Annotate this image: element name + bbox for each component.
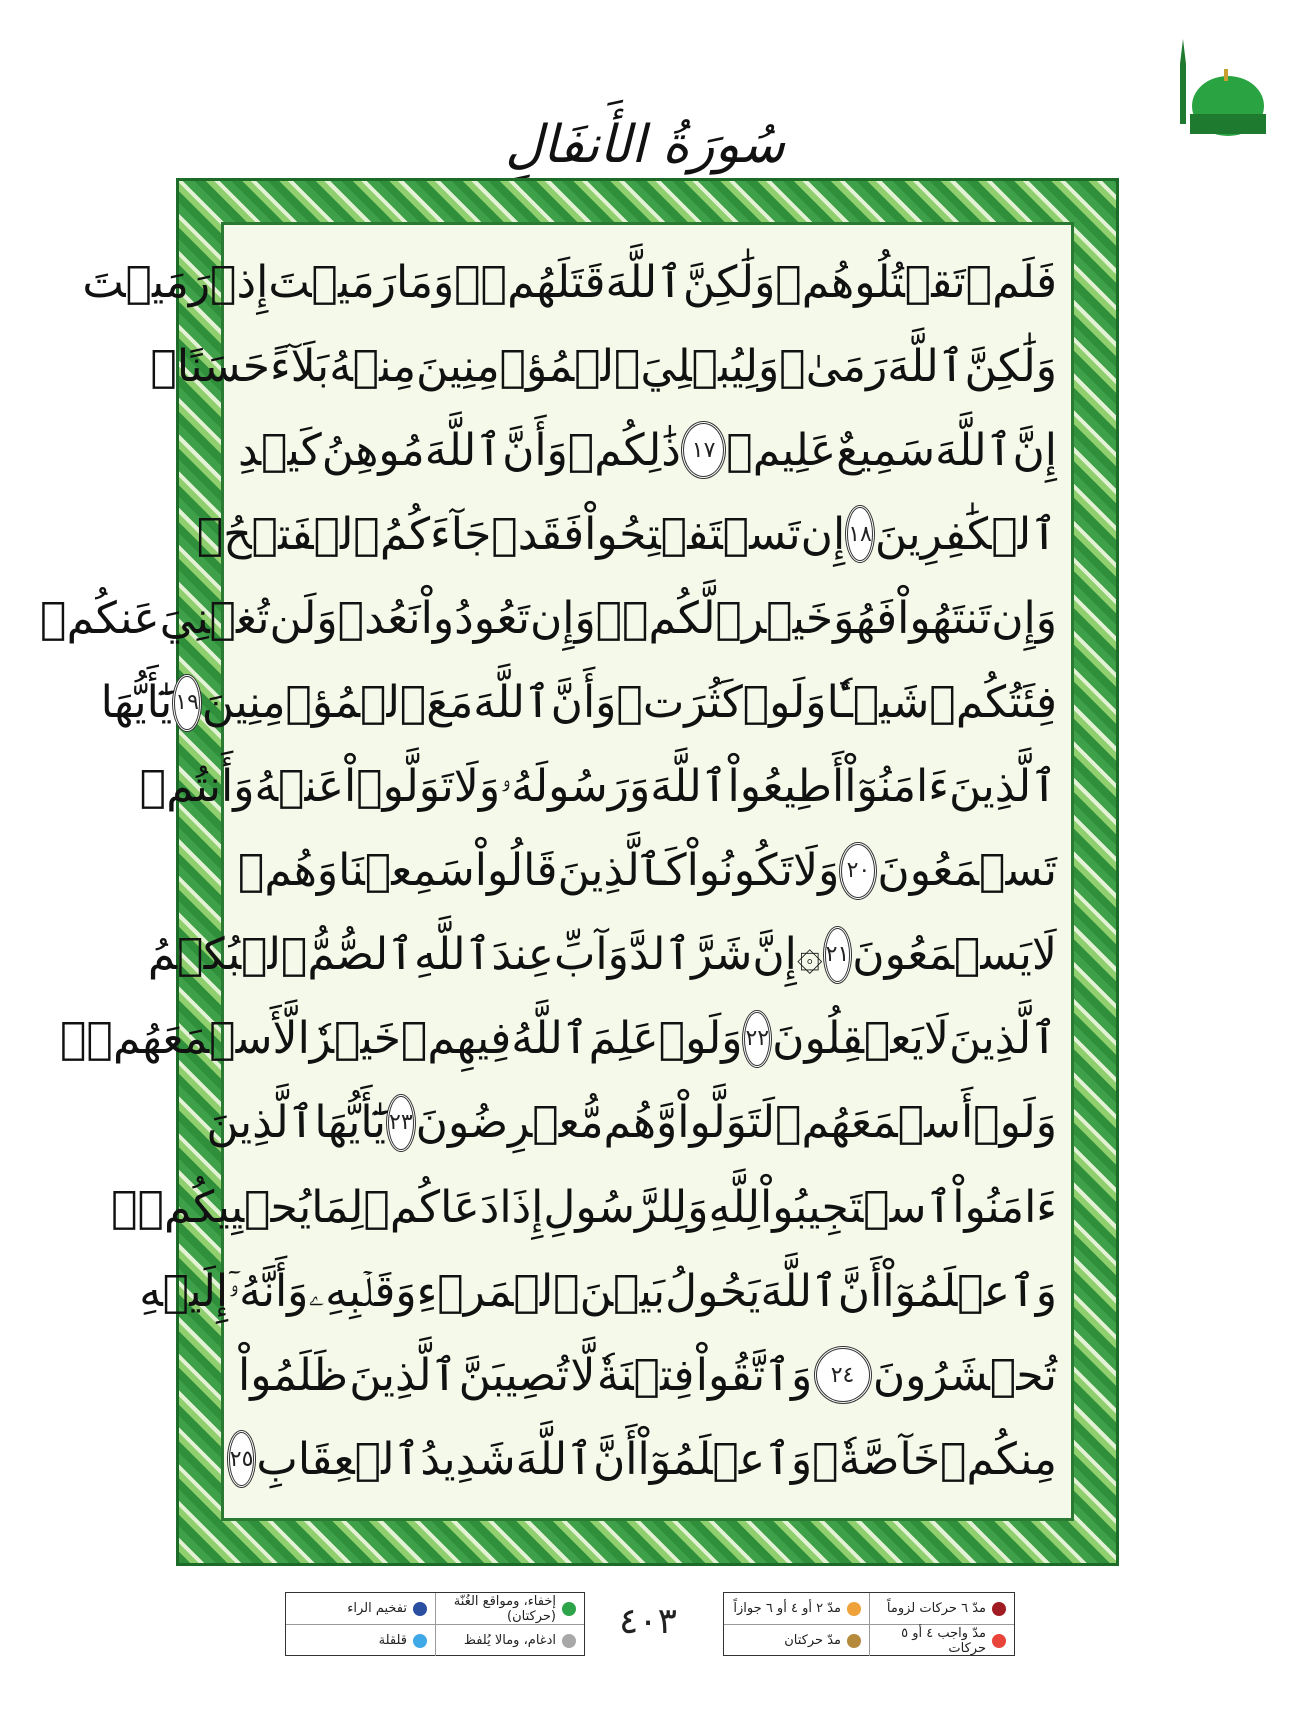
word: وَإِن [991,592,1057,644]
word: يَٰٓأَيُّهَا [100,677,173,729]
ayah-number-marker: ٢١ [823,926,853,984]
legend-item [869,1625,1014,1656]
word: فَقَدۡ [491,508,585,560]
word: دَعَاكُمۡ [363,1181,500,1233]
word: وَلَٰكِنَّ [964,340,1057,392]
word: وَمَا [396,256,455,308]
word: وَأَنتُمۡ [139,761,255,813]
word: ٱلَّذِينَ [349,1349,458,1401]
word: تَقۡتُلُوهُمۡ [775,256,966,308]
word: جَآءَكُمُ [379,508,492,560]
word: ٱلۡكَٰفِرِينَ [874,508,1057,560]
legend-label: ادغام، ومالا يُلفظ [463,1633,556,1648]
word: عَلِمَ [588,1013,659,1065]
text-line [206,1081,1057,1165]
word: وَأَنَّهُۥٓ [228,1265,309,1317]
text-line [196,492,1057,576]
legend-item [286,1593,435,1625]
text-line [229,1417,1057,1501]
word: وَلَا [793,845,840,897]
text-line [238,408,1057,492]
word: مَعَ [426,677,474,729]
legend-label: مدّ ٢ أو ٤ أو ٦ جوازاً [733,1601,841,1616]
word: تَكُونُواْ [686,845,794,897]
color-dot-icon [847,1634,861,1648]
word: خَآصَّةٗۖ [812,1433,941,1485]
word: ٱللَّهُ [511,1013,589,1065]
quran-text [40,240,1057,1502]
ayah-number-marker: ٢٤ [814,1346,872,1404]
color-dot-icon [992,1634,1006,1648]
word: ٱللَّهَ [760,1265,838,1317]
word: لَّأَسۡمَعَهُمۡۖ [60,1013,298,1065]
word: ٱلۡبُكۡمُ [147,929,308,981]
legend-label: تفخيم الراء [347,1601,407,1616]
word: ٱلۡفَتۡحُۖ [196,508,380,560]
color-dot-icon [847,1602,861,1616]
word: فِيهِمۡ [400,1013,512,1065]
word: إِنَّ [1012,424,1057,476]
word: تُغۡنِيَ [159,592,270,644]
word: لَّا [570,1349,596,1401]
word: رَمَيۡتَ [268,256,397,308]
word: ٱلَّذِينَ [948,761,1057,813]
word: كَٱلَّذِينَ [557,845,687,897]
word: فَلَمۡ [965,256,1057,308]
word: خَيۡرٞ [715,592,834,644]
legend-label: مدّ ٦ حركات لزوماً [886,1601,986,1616]
word: وَٱعۡلَمُوٓاْ [637,1433,813,1485]
word: وَلَا [453,761,501,813]
text-line [60,997,1057,1081]
word: شَيۡـٔٗا [826,677,930,729]
word: وَلَوۡ [973,1097,1057,1149]
word: رَمَىٰۚ [779,340,888,392]
word: شَدِيدُ [420,1433,516,1485]
tajweed-legend-right [723,1592,1015,1656]
word: خَيۡرٗا [297,1013,401,1065]
word: وَأَنَّ [550,677,617,729]
word: ٱلۡمُؤۡمِنِينَ [416,340,641,392]
word: ٱلۡمَرۡءِ [416,1265,580,1317]
word: ٱلۡعِقَابِ [256,1433,421,1485]
word: شَرَّ [691,929,753,981]
word: وَإِن [529,592,596,644]
word: بَلَآءً [269,340,330,392]
page-number: ٤٠٣ [618,1601,677,1642]
word: قَتَلَهُمۡۚ [454,256,606,308]
ayah-number-marker: ٢٣ [386,1094,416,1152]
ayah-number-marker: ١٩ [172,674,202,732]
word: فِتۡنَةٗ [596,1349,695,1401]
legend-label: مدّ واجب ٤ أو ٥ حركات [901,1625,986,1656]
word: وَلِلرَّسُولِ [543,1181,709,1233]
word: لَا [1031,929,1057,981]
word: ٱلدَّوَآبِّ [553,929,692,981]
ayah-number-marker: ١٨ [845,505,875,563]
word: عَلِيمٞ [726,424,837,476]
word: ٱللَّهَ [473,677,551,729]
word: وَّهُم [603,1097,678,1149]
word: ظَلَمُواْ [238,1349,348,1401]
word: تُحۡشَرُونَ [872,1349,1057,1401]
word: مُوهِنُ [321,424,425,476]
word: وَرَسُولَهُۥ [500,761,651,813]
text-line [111,1165,1057,1249]
word: تَوَلَّوۡاْ [344,761,454,813]
text-line [139,1249,1057,1333]
legend-label: مدّ حركتان [784,1633,841,1648]
word: وَٱتَّقُواْ [695,1349,813,1401]
word: إِلَيۡهِ [139,1265,229,1317]
word: ٱلَّذِينَ [948,1013,1057,1065]
text-line [139,745,1057,829]
surah-title: سُورَةُ الأَنفَالِ [505,115,785,175]
word: وَهُمۡ [238,845,339,897]
word: نَعُدۡ [337,592,421,644]
word: تُصِيبَنَّ [458,1349,570,1401]
ayah-number-marker: ٢٥ [227,1430,257,1488]
word: كَيۡدِ [238,424,322,476]
word: ٱلۡمُؤۡمِنِينَ [201,677,427,729]
word: أَطِيعُواْ [727,761,845,813]
text-line [100,660,1057,744]
color-dot-icon [992,1602,1006,1616]
word: فِئَتُكُمۡ [929,677,1057,729]
ayah-number-marker: ٢٢ [742,1010,772,1068]
text-line [40,576,1057,660]
word: إِذَا [499,1181,544,1233]
word: أَنَّ [837,1265,883,1317]
word: ذَٰلِكُمۡ [567,424,681,476]
word: تَسۡتَفۡتِحُواْ [584,508,801,560]
word: لِمَا [311,1181,364,1233]
word: وَلَن [269,592,338,644]
word: سَمِعۡنَا [338,845,475,897]
word: أَنَّ [592,1433,638,1485]
word: تَسۡمَعُونَ [877,845,1057,897]
word: كَثُرَتۡ [616,677,743,729]
text-line [150,324,1057,408]
word: وَلِيُبۡلِيَ [640,340,780,392]
legend-label: قلقلة [378,1633,407,1648]
word: ٱللَّهَ [424,424,503,476]
word: وَأَنَّ [502,424,568,476]
word: يَعۡقِلُونَ [772,1013,924,1065]
word: ٱسۡتَجِيبُواْ [760,1181,953,1233]
ayah-number-marker: ١٧ [681,421,726,479]
mosque-dome-icon [1160,34,1270,144]
word: إِن [800,508,846,560]
word: ٱللَّهَ [650,761,728,813]
text-line [147,913,1057,997]
word: ءَامَنُواْ [952,1181,1057,1233]
word: مِنكُمۡ [940,1433,1057,1485]
word: رَمَيۡتَ [82,256,211,308]
word: وَلَوۡ [658,1013,743,1065]
word: عَنۡهُ [254,761,345,813]
word: وَلَوۡ [742,677,827,729]
word: مُّعۡرِضُونَ [415,1097,604,1149]
word: عِندَ [491,929,554,981]
word: ءَامَنُوٓاْ [844,761,949,813]
legend-item [435,1625,584,1656]
legend-item [286,1625,435,1656]
text-line [238,1333,1057,1417]
color-dot-icon [413,1602,427,1616]
word: تَنتَهُواْ [897,592,992,644]
word: لَّكُمۡۖ [595,592,716,644]
word: ٱلصُّمُّ [307,929,414,981]
word: تَعُودُواْ [420,592,530,644]
legend-item [435,1593,584,1625]
text-line [82,240,1057,324]
word: وَقَلۡبِهِۦ [308,1265,417,1317]
word: ٱلَّذِينَ [206,1097,315,1149]
word: بَيۡنَ [579,1265,666,1317]
word: لَا [923,1013,949,1065]
word: حَسَنًاۚ [150,340,270,392]
tajweed-legend-left [285,1592,585,1656]
word: يَٰٓأَيُّهَا [314,1097,387,1149]
word: ٱللَّهِ [414,929,492,981]
word: قَالُواْ [474,845,558,897]
word: لَتَوَلَّواْ [677,1097,776,1149]
word: أَسۡمَعَهُمۡ [775,1097,974,1149]
color-dot-icon [562,1602,576,1616]
word: ۞إِنَّ [752,929,823,981]
word: فَهُوَ [833,592,898,644]
word: يَحُولُ [665,1265,761,1317]
word: عَنكُمۡ [40,592,160,644]
legend-label: إخفاء، ومواقع الغُنّة (حركتان) [453,1593,556,1624]
legend-item [869,1593,1014,1625]
ayah-number-marker: ٢٠ [839,842,877,900]
word: ٱللَّهَ [515,1433,593,1485]
word: سَمِيعٌ [836,424,936,476]
legend-item [724,1593,869,1625]
word: يُحۡيِيكُمۡۖ [111,1181,312,1233]
word: وَٱعۡلَمُوٓاْ [882,1265,1057,1317]
word: ٱللَّهَ [887,340,965,392]
text-line [238,829,1057,913]
word: لِلَّهِ [708,1181,761,1233]
word: وَلَٰكِنَّ [682,256,776,308]
color-dot-icon [562,1634,576,1648]
word: ٱللَّهَ [605,256,683,308]
word: ٱللَّهَ [935,424,1013,476]
word: إِذۡ [210,256,269,308]
legend-item [724,1625,869,1656]
word: مِنۡهُ [329,340,417,392]
word: يَسۡمَعُونَ [852,929,1032,981]
color-dot-icon [413,1634,427,1648]
